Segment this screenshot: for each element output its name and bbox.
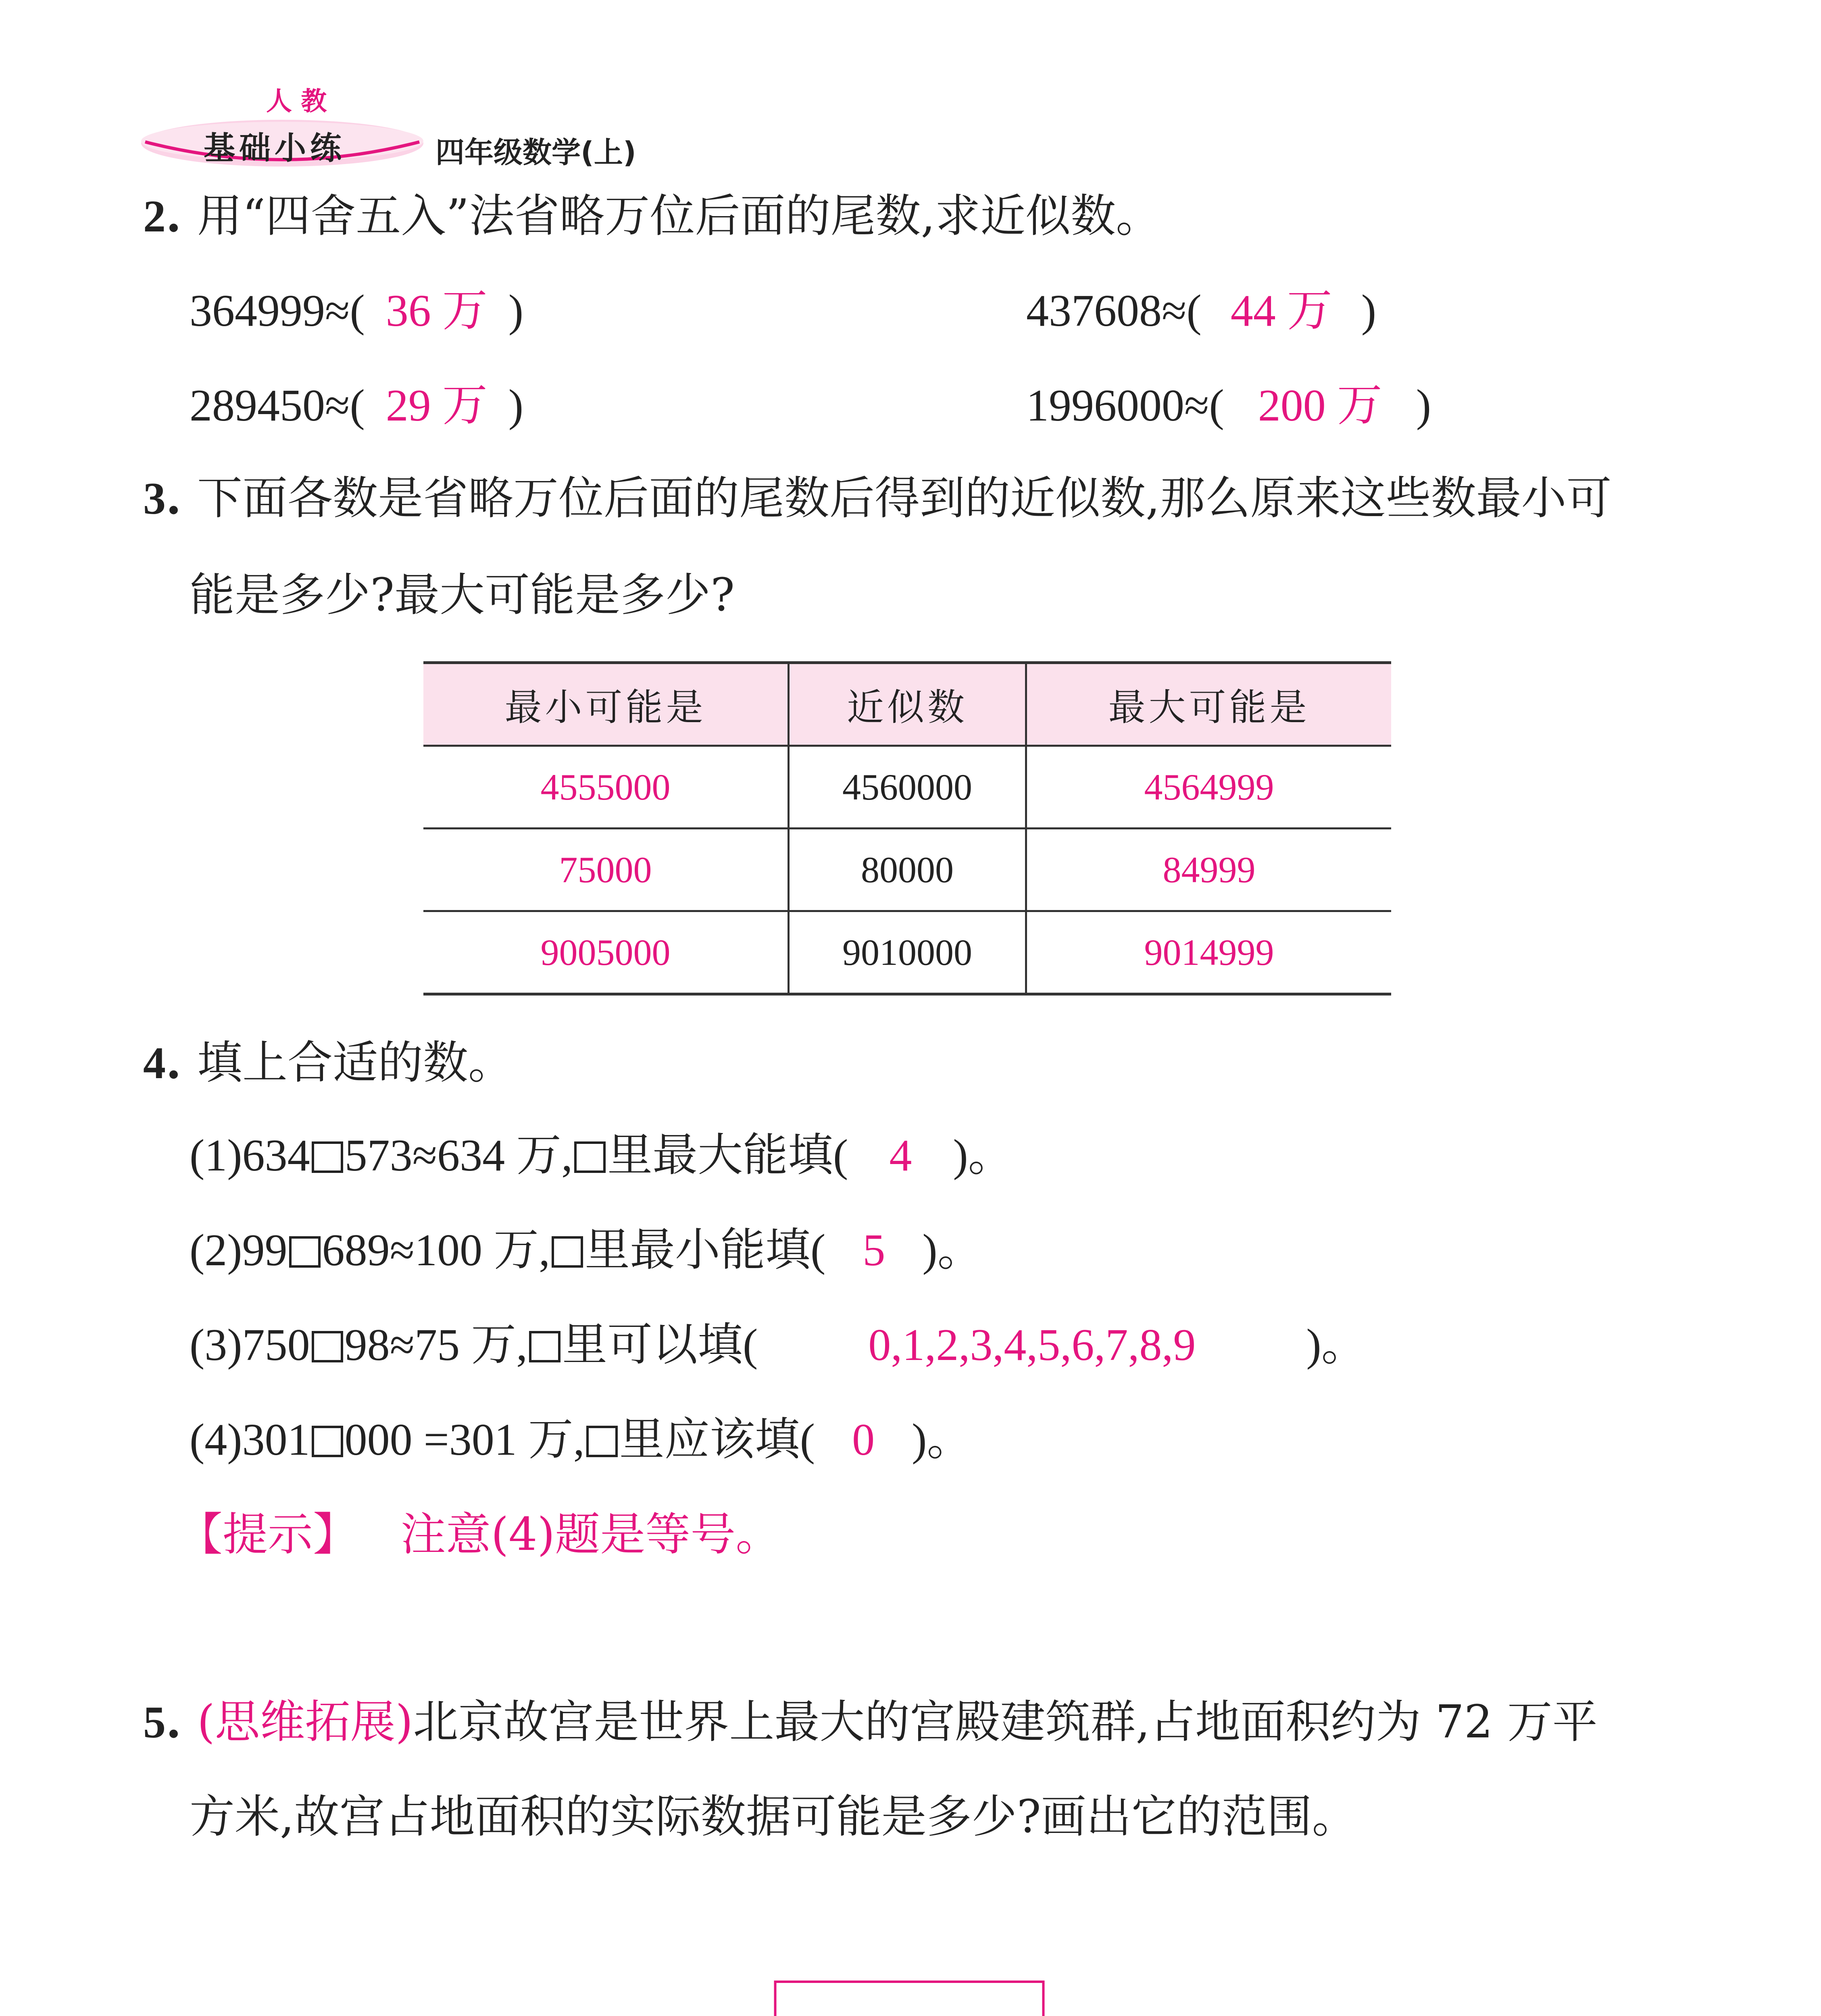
cell-min: 75000 bbox=[423, 829, 788, 911]
cell-max: 9014999 bbox=[1026, 911, 1391, 994]
range-rectangle bbox=[775, 1982, 1044, 2016]
item-close: )。 bbox=[922, 1225, 983, 1275]
header-max: 最大可能是 bbox=[1026, 663, 1391, 746]
answer: 200 万 bbox=[1258, 381, 1382, 431]
q4-title: 4. 填上合适的数。 bbox=[143, 1036, 513, 1089]
item-tail: 里最小能填( bbox=[585, 1225, 826, 1275]
q2-item-1 bbox=[190, 286, 524, 336]
item-tail: 里可以填( bbox=[562, 1320, 758, 1370]
question-number: 2 bbox=[143, 192, 166, 242]
blank-square-icon bbox=[312, 1141, 343, 1173]
item-tail: 里应该填( bbox=[619, 1415, 815, 1465]
q5-title: 5. (思维拓展)北京故宫是世界上最大的宫殿建筑群,占地面积约为 72 万平 bbox=[143, 1695, 1598, 1748]
question-number: 3 bbox=[143, 474, 166, 524]
cell-max: 4564999 bbox=[1026, 746, 1391, 829]
item-close: )。 bbox=[953, 1131, 1013, 1181]
header-approx: 近似数 bbox=[788, 663, 1026, 746]
q2-item-4 bbox=[1026, 381, 1431, 431]
item-label: (2) bbox=[190, 1225, 242, 1275]
item-close: )。 bbox=[1306, 1320, 1367, 1370]
item-post: 98≈75 万, bbox=[344, 1320, 528, 1370]
blank-square-icon bbox=[312, 1426, 343, 1457]
question-number: 5 bbox=[143, 1697, 166, 1747]
item-expression: 289450≈( bbox=[190, 381, 365, 431]
q4-item-1 bbox=[190, 1131, 1013, 1181]
answer: 0,1,2,3,4,5,6,7,8,9 bbox=[868, 1320, 1196, 1370]
cell-min: 9005000 bbox=[423, 911, 788, 994]
answer: 5 bbox=[863, 1225, 885, 1275]
q4-hint bbox=[177, 1508, 781, 1561]
item-post: 000 =301 万, bbox=[344, 1415, 585, 1465]
table-row bbox=[423, 746, 1391, 829]
item-tail: 里最大能填( bbox=[607, 1131, 848, 1181]
blank-square-icon bbox=[312, 1331, 343, 1362]
item-label: (3) bbox=[190, 1320, 242, 1370]
item-pre: 750 bbox=[242, 1320, 310, 1370]
question-prompt-line1: 北京故宫是世界上最大的宫殿建筑群,占地面积约为 72 万平 bbox=[413, 1696, 1598, 1748]
series-tag: 人 教 bbox=[266, 87, 327, 117]
question-prompt-line1: 下面各数是省略万位后面的尾数后得到的近似数,那么原来这些数最小可 bbox=[197, 472, 1612, 525]
item-label: (1) bbox=[190, 1131, 242, 1181]
answer: 36 万 bbox=[385, 286, 488, 336]
q3-prompt-line2: 能是多少?最大可能是多少? bbox=[190, 569, 735, 621]
item-close: ) bbox=[508, 286, 524, 336]
answer: 44 万 bbox=[1230, 286, 1332, 336]
cell-approx: 80000 bbox=[788, 829, 1026, 911]
question-tag: (思维拓展) bbox=[197, 1696, 413, 1748]
hint-label: 【提示】 bbox=[177, 1508, 358, 1561]
item-post: 573≈634 万, bbox=[344, 1131, 573, 1181]
question-prompt: 用“四舍五入”法省略万位后面的尾数,求近似数。 bbox=[197, 190, 1161, 242]
hint-text: 注意(4)题是等号。 bbox=[400, 1508, 781, 1561]
item-expression: 364999≈( bbox=[190, 286, 365, 336]
cell-max: 84999 bbox=[1026, 829, 1391, 911]
blank-square-icon bbox=[289, 1236, 321, 1268]
answer: 29 万 bbox=[385, 381, 488, 431]
q4-item-3 bbox=[190, 1322, 1367, 1368]
q4-item-4 bbox=[190, 1415, 972, 1465]
table-header-row bbox=[423, 663, 1391, 746]
item-close: ) bbox=[508, 381, 524, 431]
number-line bbox=[613, 1968, 1278, 2016]
answer: 4 bbox=[889, 1131, 912, 1181]
blank-square-icon bbox=[586, 1426, 618, 1457]
q2-item-3 bbox=[190, 381, 524, 431]
item-label: (4) bbox=[190, 1415, 242, 1465]
header-min: 最小可能是 bbox=[423, 663, 788, 746]
q4-item-2 bbox=[190, 1225, 983, 1275]
item-pre: 301 bbox=[242, 1415, 310, 1465]
q5-prompt-line2: 方米,故宫占地面积的实际数据可能是多少?画出它的范围。 bbox=[190, 1791, 1357, 1843]
brand-title: 基础小练 bbox=[204, 130, 346, 167]
item-close: ) bbox=[1416, 381, 1431, 431]
question-prompt: 填上合适的数。 bbox=[197, 1037, 513, 1089]
cell-approx: 4560000 bbox=[788, 746, 1026, 829]
cell-approx: 9010000 bbox=[788, 911, 1026, 994]
cell-min: 4555000 bbox=[423, 746, 788, 829]
blank-square-icon bbox=[529, 1331, 560, 1362]
grade-subject: 四年级数学(上) bbox=[435, 135, 636, 169]
approximation-table bbox=[423, 661, 1391, 996]
header bbox=[137, 81, 702, 173]
q2-item-2 bbox=[1026, 286, 1377, 336]
blank-square-icon bbox=[574, 1141, 606, 1173]
blank-square-icon bbox=[552, 1236, 583, 1268]
item-expression: 437608≈( bbox=[1026, 286, 1202, 336]
q2-title: 2. 用“四舍五入”法省略万位后面的尾数,求近似数。 bbox=[143, 190, 1161, 242]
item-close: ) bbox=[1361, 286, 1377, 336]
item-post: 689≈100 万, bbox=[322, 1225, 550, 1275]
item-expression: 1996000≈( bbox=[1026, 381, 1224, 431]
item-pre: 634 bbox=[242, 1131, 310, 1181]
item-pre: 99 bbox=[242, 1225, 288, 1275]
question-number: 4 bbox=[143, 1038, 166, 1088]
item-close: )。 bbox=[912, 1415, 972, 1465]
answer: 0 bbox=[852, 1415, 875, 1465]
q3-title: 3. 下面各数是省略万位后面的尾数后得到的近似数,那么原来这些数最小可 bbox=[143, 472, 1612, 525]
table-row bbox=[423, 911, 1391, 994]
table-row bbox=[423, 829, 1391, 911]
